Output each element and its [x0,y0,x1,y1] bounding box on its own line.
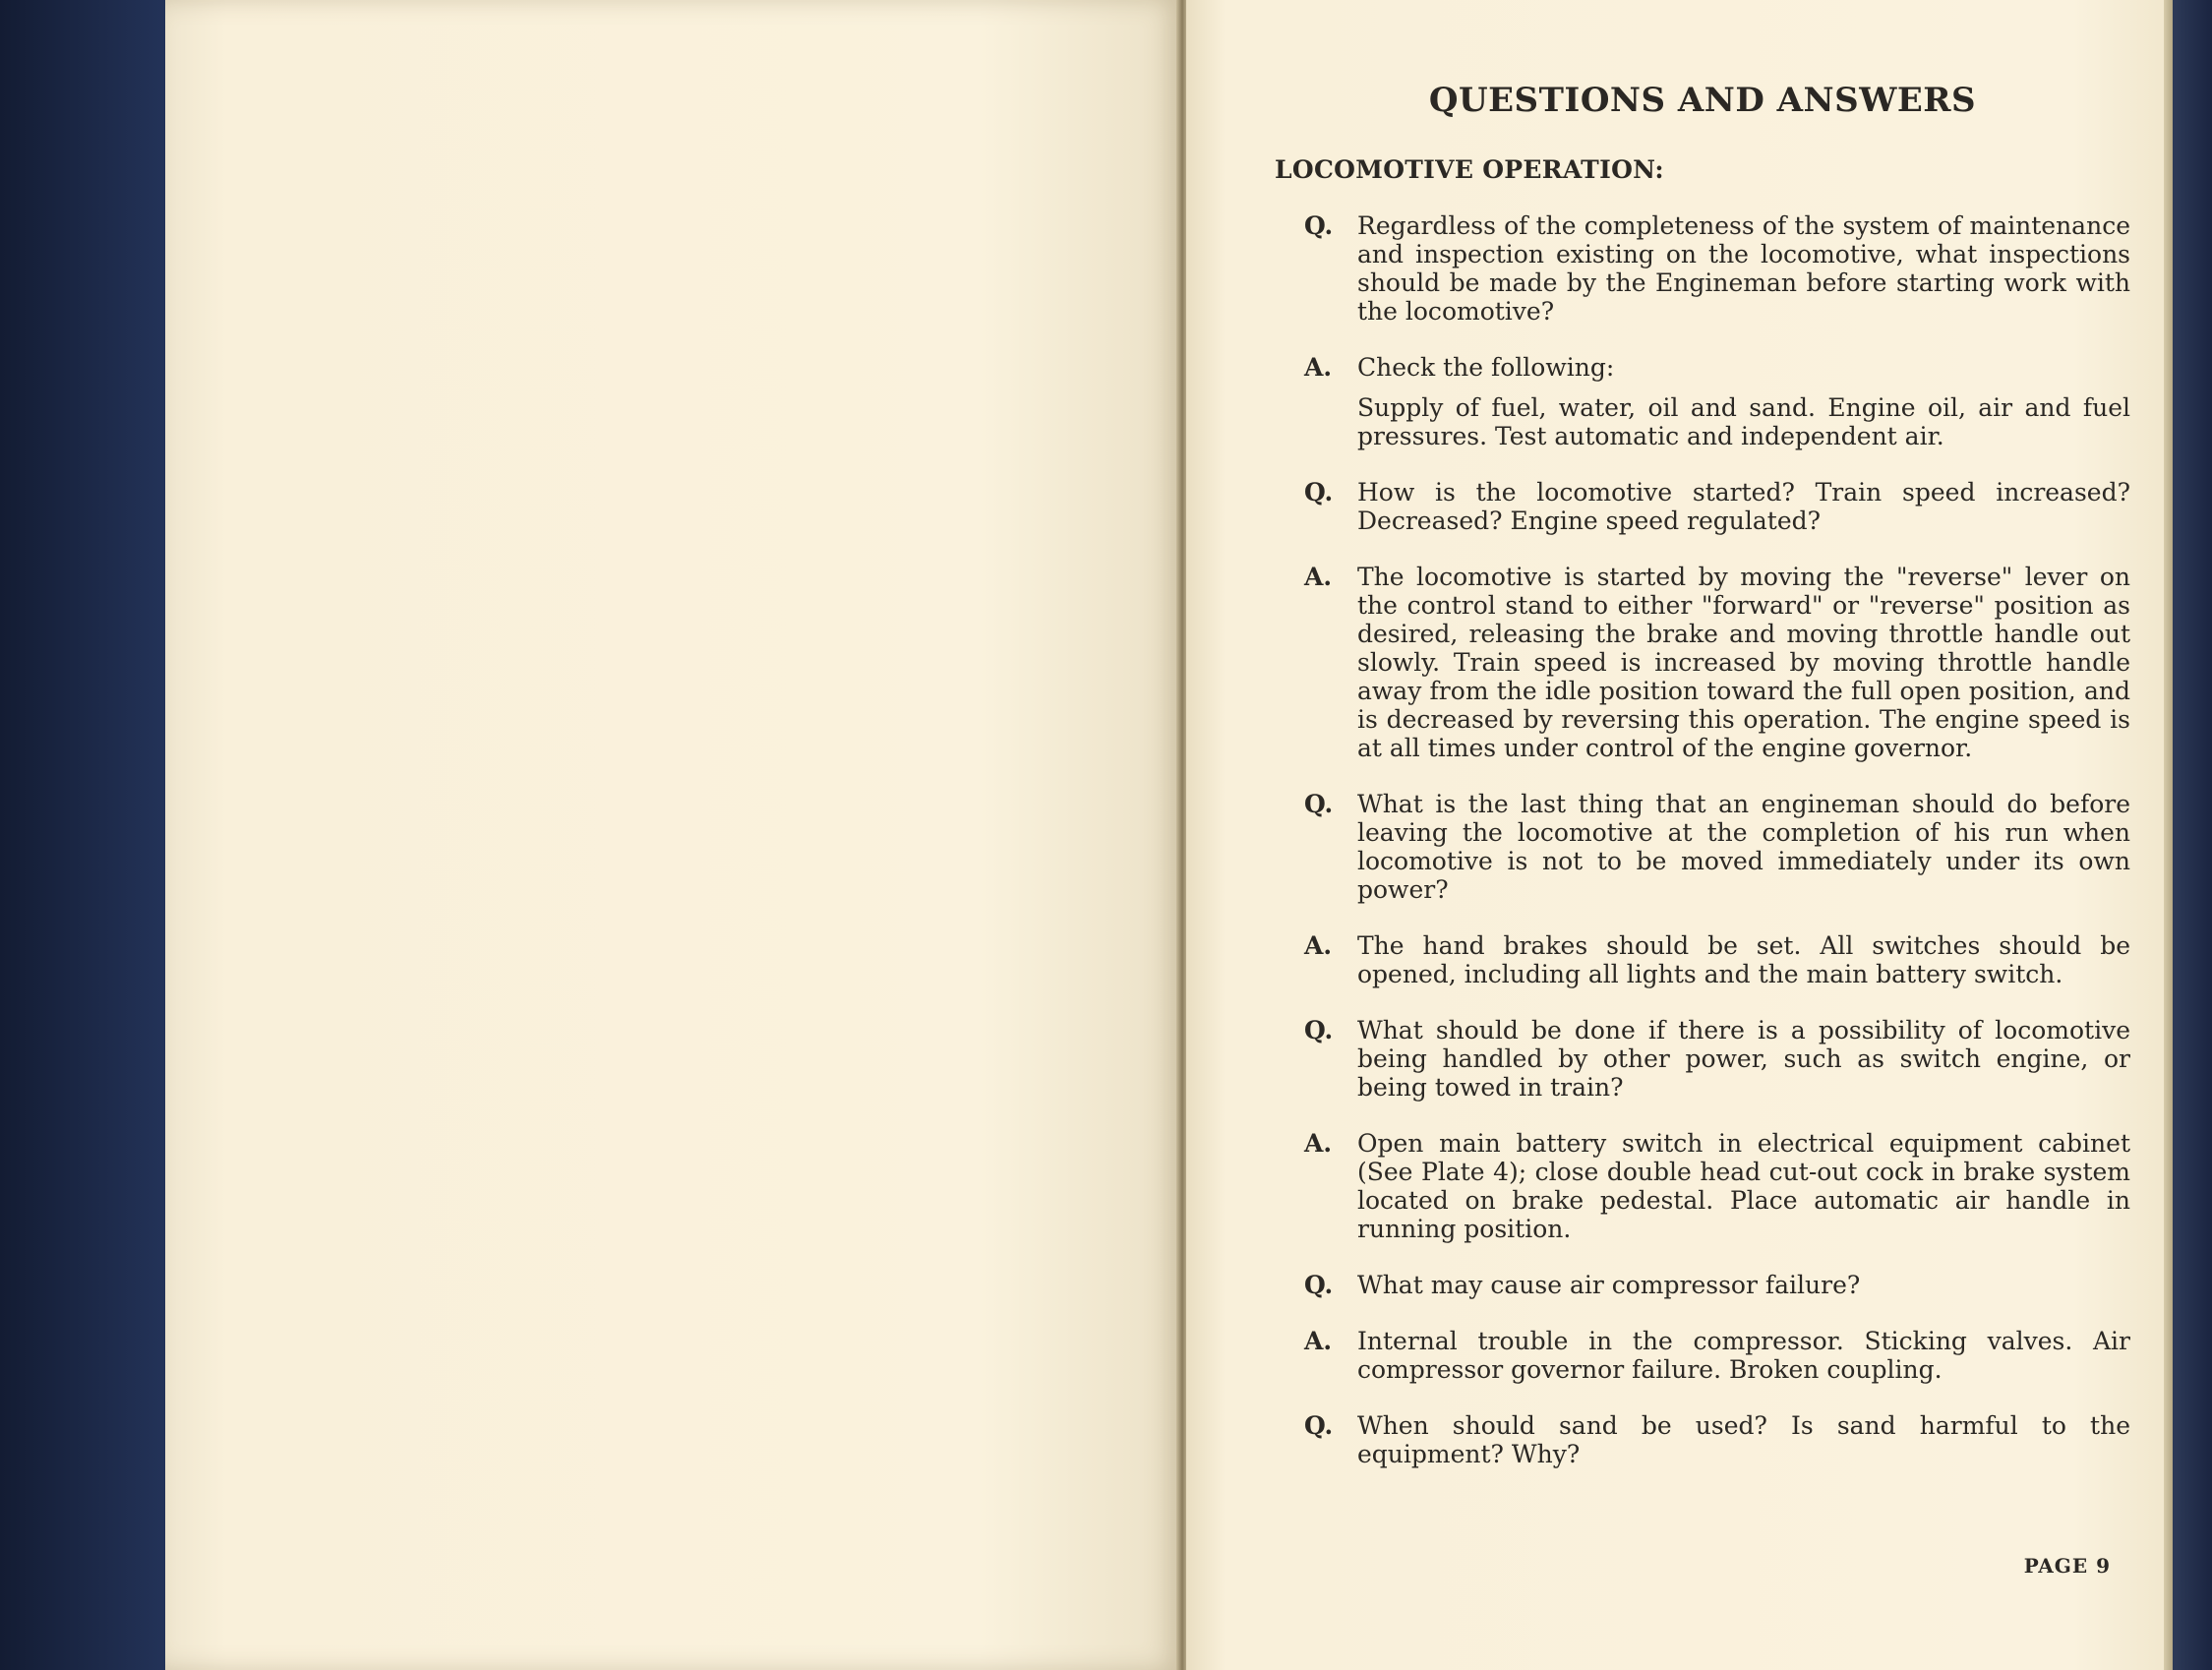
qa-body [1357,1327,2130,1384]
question-item [1275,211,2130,326]
answer-item [1275,563,2130,762]
qa-body [1357,1411,2130,1468]
section-heading: LOCOMOTIVE OPERATION: [1275,155,1664,184]
qa-body [1357,931,2130,988]
question-item [1275,790,2130,904]
qa-marker: Q. [1304,1016,1334,1044]
qa-paragraph: What should be done if there is a possibility of locomotive being handled by other power, such as switch engine, or being towed in train? [1357,1016,2130,1102]
qa-body [1357,1016,2130,1102]
qa-marker: A. [1304,931,1333,960]
page-number: PAGE 9 [2023,1554,2111,1578]
qa-marker: Q. [1304,478,1334,507]
qa-paragraph: Open main battery switch in electrical equipment cabinet (See Plate 4); close double head cut-out cock in brake system located on brake pedestal. Place automatic air handle in running position. [1357,1129,2130,1243]
qa-marker: A. [1304,353,1333,382]
question-item [1275,1271,2130,1299]
qa-paragraph: Regardless of the completeness of the system of maintenance and inspection existing on the locomotive, what inspections should be made by the Engineman before starting work with the locomotive? [1357,211,2130,326]
qa-body [1357,790,2130,904]
question-item [1275,1411,2130,1468]
qa-paragraph: Internal trouble in the compressor. Sticking valves. Air compressor governor failure. Broken coupling. [1357,1327,2130,1384]
qa-paragraph: When should sand be used? Is sand harmful to the equipment? Why? [1357,1411,2130,1468]
qa-paragraph: How is the locomotive started? Train speed increased? Decreased? Engine speed regulated? [1357,478,2130,535]
qa-paragraph: What is the last thing that an engineman should do before leaving the locomotive at the completion of his run when locomotive is not to be moved immediately under its own power? [1357,790,2130,904]
qa-body [1357,1129,2130,1243]
qa-paragraph: Check the following: [1357,353,1615,382]
qa-marker: A. [1304,1129,1333,1158]
qa-marker: A. [1304,1327,1333,1355]
qa-list [1275,211,2130,1468]
answer-item [1275,1327,2130,1384]
qa-paragraph: The hand brakes should be set. All switches should be opened, including all lights and the main battery switch. [1357,931,2130,988]
qa-body [1357,353,2130,450]
qa-marker: Q. [1304,1271,1334,1299]
book-cover-left [0,0,172,1670]
qa-marker: A. [1304,563,1333,591]
question-item [1275,1016,2130,1102]
qa-marker: Q. [1304,790,1334,818]
page-title: QUESTIONS AND ANSWERS [1428,81,1977,120]
qa-body [1357,211,2130,326]
page-content [1275,81,2130,1496]
answer-item [1275,1129,2130,1243]
qa-paragraph: Supply of fuel, water, oil and sand. Engine oil, air and fuel pressures. Test automatic and independent air. [1357,393,2130,450]
qa-body [1357,478,2130,535]
question-item [1275,478,2130,535]
right-page [1186,0,2170,1670]
qa-body [1357,563,2130,762]
book-cover-right [2173,0,2212,1670]
answer-item [1275,931,2130,988]
answer-item [1275,353,2130,450]
left-page-blank [165,0,1182,1670]
qa-marker: Q. [1304,211,1334,240]
qa-body [1357,1271,2130,1299]
qa-paragraph: The locomotive is started by moving the "reverse" lever on the control stand to either "forward" or "reverse" position as desired, releasing the brake and moving throttle handle out slowly. Train speed is increased by moving throttle handle away from the idle position toward the full open position, and is decreased by reversing this operation. The engine speed is at all times under control of the engine governor. [1357,563,2130,762]
qa-paragraph: What may cause air compressor failure? [1357,1271,1861,1299]
qa-marker: Q. [1304,1411,1334,1440]
